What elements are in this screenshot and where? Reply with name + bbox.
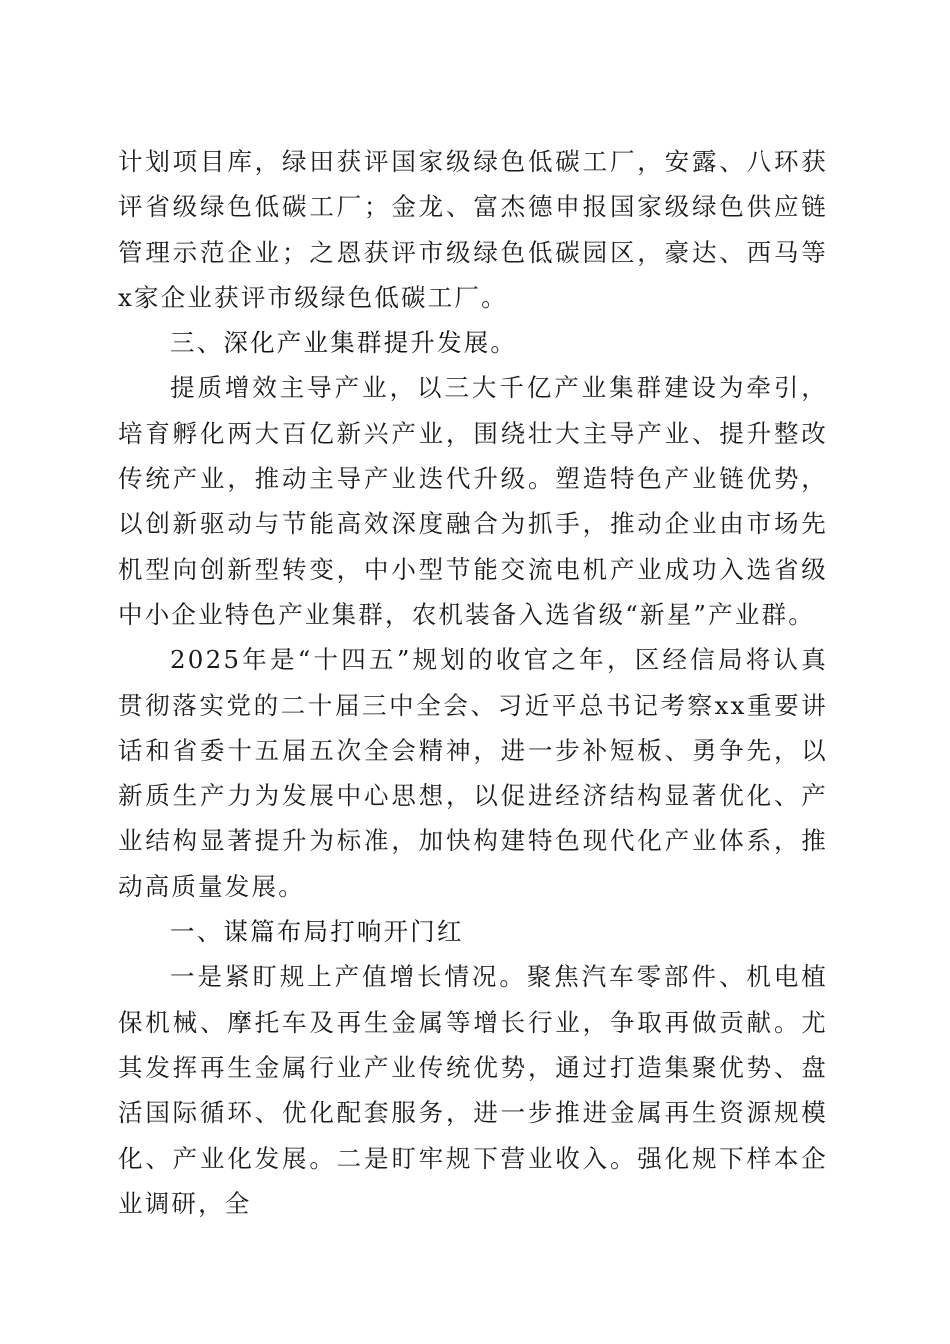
document-body	[118, 139, 828, 1226]
paragraph-industry-cluster: 提质增效主导产业，以三大千亿产业集群建设为牵引，培育孵化两大百亿新兴产业，围绕壮大主导产业、提升整改传统产业，推动主导产业迭代升级。塑造特色产业链优势，以创新驱动与节能高效深度融合为抓手，推动企业由市场先机型向创新型转变，中小型节能交流电机产业成功入选省级中小企业特色产业集群，农机装备入选省级“新星”产业群。	[118, 373, 828, 629]
paragraph-output-growth: 一是紧盯规上产值增长情况。聚焦汽车零部件、机电植保机械、摩托车及再生金属等增长行业，争取再做贡献。尤其发挥再生金属行业产业传统优势，通过打造集聚优势、盘活国际循环、优化配套服务，进一步推进金属再生资源规模化、产业化发展。二是盯牢规下营业收入。强化规下样本企业调研，全	[118, 962, 828, 1218]
paragraph-continuation: 计划项目库，绿田获评国家级绿色低碳工厂，安露、八环获评省级绿色低碳工厂；金龙、富杰德申报国家级绿色供应链管理示范企业；之恩获评市级绿色低碳园区，豪达、西马等x家企业获评市级绿色低碳工厂。	[118, 147, 828, 312]
section-heading-three: 三、深化产业集群提升发展。	[170, 328, 518, 358]
section-heading-one: 一、谋篇布局打响开门红	[170, 917, 464, 947]
paragraph-2025-plan: 2025年是“十四五”规划的收官之年，区经信局将认真贯彻落实党的二十届三中全会、习近平总书记考察xx重要讲话和省委十五届五次全会精神，进一步补短板、勇争先，以新质生产力为发展中心思想，以促进经济结构显著优化、产业结构显著提升为标准，加快构建特色现代化产业体系，推动高质量发展。	[118, 645, 828, 901]
